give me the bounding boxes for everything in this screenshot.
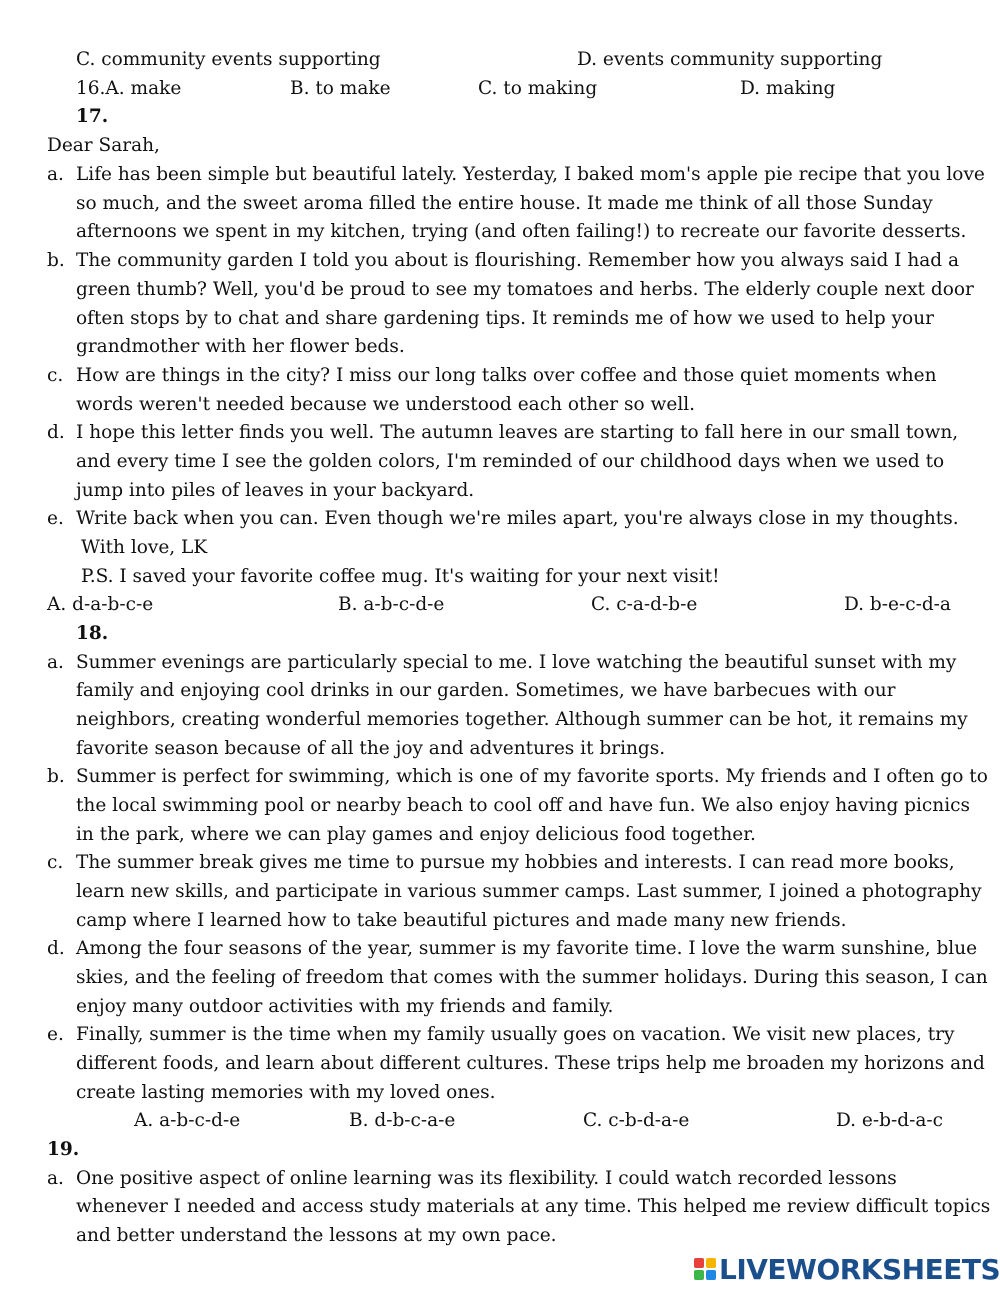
q19-item-a-line: whenever I needed and access study materials at any time. This helped me review difficult topics xyxy=(76,1196,991,1217)
q18-item-b-line: in the park, where we can play games and enjoy delicious food together. xyxy=(76,824,756,845)
q15-option-c: C. community events supporting xyxy=(76,49,381,70)
q18-item-c-line: camp where I learned how to take beautiful pictures and made many new friends. xyxy=(76,910,847,931)
logo-icon-block xyxy=(694,1270,704,1280)
q17-item-c-line: How are things in the city? I miss our long talks over coffee and those quiet moments when xyxy=(76,365,937,386)
q18-item-e-line: create lasting memories with my loved ones. xyxy=(76,1082,496,1103)
q19-item-a-line: One positive aspect of online learning was its flexibility. I could watch recorded lessons xyxy=(76,1168,897,1189)
q17-item-b-line: often stops by to chat and share gardening tips. It reminds me of how we used to help your xyxy=(76,308,934,329)
q18-option-c: C. c-b-d-a-e xyxy=(583,1110,690,1131)
q18-item-a-line: Summer evenings are particularly special to me. I love watching the beautiful sunset with my xyxy=(76,652,957,673)
q17-item-e-line: Write back when you can. Even though we're miles apart, you're always close in my thoughts. xyxy=(76,508,959,529)
q18-item-a-line: favorite season because of all the joy and adventures it brings. xyxy=(76,738,666,759)
q18-item-label: b. xyxy=(47,766,65,787)
q17-option-c: C. c-a-d-b-e xyxy=(591,594,698,615)
q17-item-label: a. xyxy=(47,164,64,185)
liveworksheets-logo[interactable] xyxy=(693,1252,1000,1286)
q18-item-a-line: neighbors, creating wonderful memories together. Although summer can be hot, it remains my xyxy=(76,709,968,730)
q17-number: 17. xyxy=(76,106,109,127)
q17-item-b-line: green thumb? Well, you'd be proud to see my tomatoes and herbs. The elderly couple next door xyxy=(76,279,974,300)
q17-item-b-line: grandmother with her flower beds. xyxy=(76,336,405,357)
q17-item-label: d. xyxy=(47,422,65,443)
q18-item-b-line: the local swimming pool or nearby beach to cool off and have fun. We also enjoy having picnics xyxy=(76,795,970,816)
q18-item-b-line: Summer is perfect for swimming, which is one of my favorite sports. My friends and I often go to xyxy=(76,766,988,787)
q19-item-a-line: and better understand the lessons at my own pace. xyxy=(76,1225,557,1246)
q16-option-b: B. to make xyxy=(290,78,391,99)
q18-item-label: c. xyxy=(47,852,64,873)
q17-item-a-line: afternoons we spent in my kitchen, trying (and often failing!) to recreate our favorite desserts. xyxy=(76,221,967,242)
q19-item-label: a. xyxy=(47,1168,64,1189)
q17-salutation: Dear Sarah, xyxy=(47,135,160,156)
q17-option-b: B. a-b-c-d-e xyxy=(338,594,445,615)
q17-item-d-line: I hope this letter finds you well. The autumn leaves are starting to fall here in our small town, xyxy=(76,422,959,443)
q15-option-d: D. events community supporting xyxy=(577,49,883,70)
q17-item-c-line: words weren't needed because we understood each other so well. xyxy=(76,394,696,415)
liveworksheets-logo-text: LIVEWORKSHEETS xyxy=(719,1252,1000,1286)
q19-number: 19. xyxy=(47,1139,80,1160)
q18-item-d-line: Among the four seasons of the year, summer is my favorite time. I love the warm sunshine, blue xyxy=(76,938,978,959)
q17-item-a-line: Life has been simple but beautiful lately. Yesterday, I baked mom's apple pie recipe that you love xyxy=(76,164,985,185)
q18-item-c-line: The summer break gives me time to pursue my hobbies and interests. I can read more books, xyxy=(76,852,955,873)
q17-option-d: D. b-e-c-d-a xyxy=(844,594,951,615)
q17-item-d-line: and every time I see the golden colors, I'm reminded of our childhood days when we used to xyxy=(76,451,945,472)
q17-signoff: With love, LK xyxy=(81,537,208,558)
q18-option-a: A. a-b-c-d-e xyxy=(134,1110,241,1131)
q18-item-label: e. xyxy=(47,1024,64,1045)
q18-item-e-line: different foods, and learn about different cultures. These trips help me broaden my horizons and xyxy=(76,1053,985,1074)
q17-item-b-line: The community garden I told you about is flourishing. Remember how you always said I had a xyxy=(76,250,960,271)
q18-option-d: D. e-b-d-a-c xyxy=(836,1110,943,1131)
q17-item-a-line: so much, and the sweet aroma filled the entire house. It made me think of all those Sunday xyxy=(76,193,933,214)
q18-item-a-line: family and enjoying cool drinks in our garden. Sometimes, we have barbecues with our xyxy=(76,680,896,701)
q18-item-label: a. xyxy=(47,652,64,673)
q16-option-a: 16.A. make xyxy=(76,78,182,99)
q17-item-d-line: jump into piles of leaves in your backyard. xyxy=(76,480,475,501)
q17-postscript: P.S. I saved your favorite coffee mug. It's waiting for your next visit! xyxy=(81,566,720,587)
q18-option-b: B. d-b-c-a-e xyxy=(349,1110,456,1131)
q16-option-d: D. making xyxy=(740,78,836,99)
q18-item-c-line: learn new skills, and participate in various summer camps. Last summer, I joined a photography xyxy=(76,881,982,902)
logo-icon-block xyxy=(706,1258,716,1268)
q18-item-d-line: enjoy many outdoor activities with my friends and family. xyxy=(76,996,614,1017)
q18-number: 18. xyxy=(76,623,109,644)
q18-item-label: d. xyxy=(47,938,65,959)
q18-item-e-line: Finally, summer is the time when my family usually goes on vacation. We visit new places, try xyxy=(76,1024,955,1045)
logo-icon-block xyxy=(706,1270,716,1280)
q17-option-a: A. d-a-b-c-e xyxy=(47,594,154,615)
logo-icon-block xyxy=(694,1258,704,1268)
q16-option-c: C. to making xyxy=(478,78,598,99)
q17-item-label: b. xyxy=(47,250,65,271)
q17-item-label: c. xyxy=(47,365,64,386)
q18-item-d-line: skies, and the feeling of freedom that comes with the summer holidays. During this season, I can xyxy=(76,967,988,988)
q17-item-label: e. xyxy=(47,508,64,529)
liveworksheets-logo-icon xyxy=(693,1256,717,1282)
